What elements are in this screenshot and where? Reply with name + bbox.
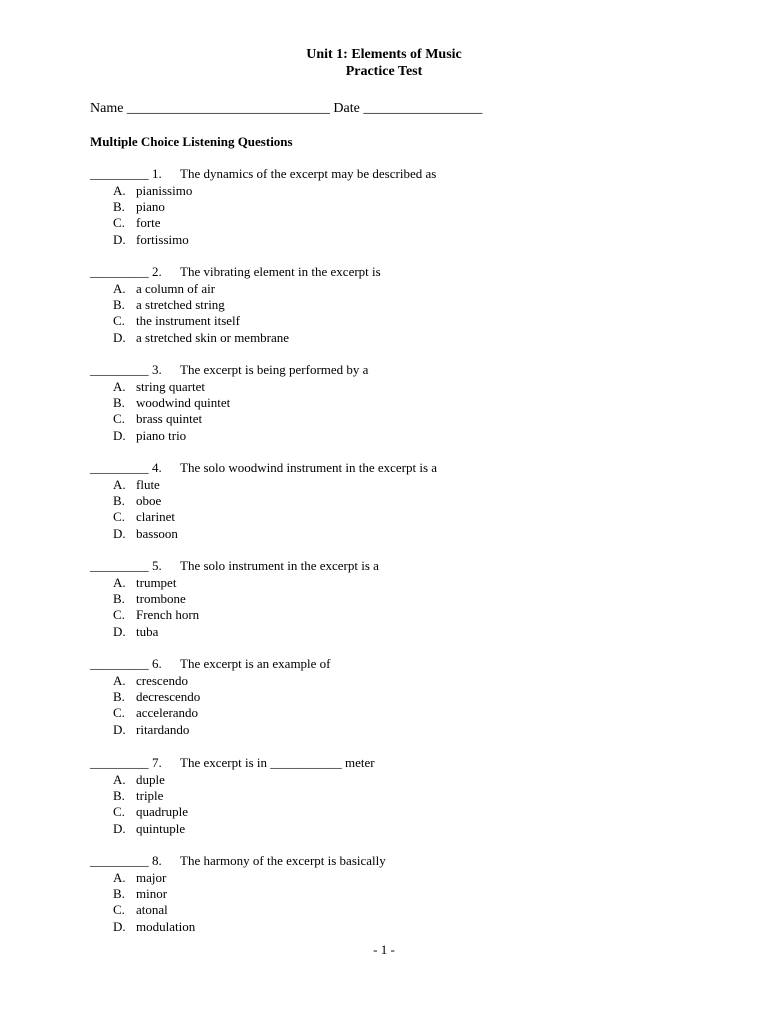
answer-blank: _________ xyxy=(90,755,149,770)
option-text: a stretched string xyxy=(136,296,225,312)
option-text: woodwind quintet xyxy=(136,394,231,410)
answer-option xyxy=(90,575,710,591)
answer-option xyxy=(90,526,710,542)
answer-option xyxy=(90,477,710,493)
option-text: forte xyxy=(136,215,161,231)
option-text: minor xyxy=(136,885,168,901)
answer-option xyxy=(90,607,710,623)
answer-option xyxy=(90,493,710,509)
question-number: 3. xyxy=(152,362,162,377)
answer-option xyxy=(90,199,710,215)
question-line xyxy=(90,558,710,575)
option-text: ritardando xyxy=(136,721,190,737)
question-text: The excerpt is in ___________ meter xyxy=(180,755,375,770)
answer-blank: _________ xyxy=(90,558,149,573)
option-letter: A. xyxy=(113,182,126,198)
option-text: accelerando xyxy=(136,705,199,721)
option-letter: C. xyxy=(113,607,125,623)
question-line xyxy=(90,460,710,477)
answer-option xyxy=(90,509,710,525)
answer-option xyxy=(90,232,710,248)
answer-option xyxy=(90,411,710,427)
option-text: a stretched skin or membrane xyxy=(136,329,290,345)
option-text: the instrument itself xyxy=(136,313,240,329)
option-letter: B. xyxy=(113,492,125,508)
option-letter: C. xyxy=(113,804,125,820)
option-text: piano xyxy=(136,198,165,214)
option-letter: D. xyxy=(113,623,126,639)
answer-option xyxy=(90,624,710,640)
option-text: bassoon xyxy=(136,525,178,541)
option-text: trombone xyxy=(136,590,186,606)
answer-option xyxy=(90,870,710,886)
option-letter: B. xyxy=(113,590,125,606)
option-letter: A. xyxy=(113,672,126,688)
question-text: The harmony of the excerpt is basically xyxy=(180,853,386,868)
question-text: The excerpt is an example of xyxy=(180,656,331,671)
answer-option xyxy=(90,705,710,721)
question-text: The solo instrument in the excerpt is a xyxy=(180,558,379,573)
question-3 xyxy=(90,362,710,444)
question-line xyxy=(90,362,710,379)
option-text: a column of air xyxy=(136,280,216,296)
option-letter: C. xyxy=(113,902,125,918)
option-letter: B. xyxy=(113,296,125,312)
option-letter: C. xyxy=(113,215,125,231)
question-number: 2. xyxy=(152,264,162,279)
question-7 xyxy=(90,755,710,837)
question-line xyxy=(90,755,710,772)
question-2 xyxy=(90,264,710,346)
question-number: 1. xyxy=(152,166,162,181)
option-text: tuba xyxy=(136,623,159,639)
option-text: decrescendo xyxy=(136,688,201,704)
question-number: 6. xyxy=(152,656,162,671)
answer-option xyxy=(90,673,710,689)
option-letter: D. xyxy=(113,918,126,934)
option-letter: D. xyxy=(113,329,126,345)
option-letter: D. xyxy=(113,427,126,443)
answer-option xyxy=(90,313,710,329)
question-line xyxy=(90,264,710,281)
option-text: quadruple xyxy=(136,804,188,820)
question-line xyxy=(90,166,710,183)
option-text: atonal xyxy=(136,902,168,918)
answer-blank: _________ xyxy=(90,362,149,377)
question-text: The vibrating element in the excerpt is xyxy=(180,264,381,279)
answer-option xyxy=(90,722,710,738)
question-number: 4. xyxy=(152,460,162,475)
option-text: modulation xyxy=(136,918,196,934)
answer-blank: _________ xyxy=(90,264,149,279)
option-letter: D. xyxy=(113,820,126,836)
answer-blank: _________ xyxy=(90,166,149,181)
answer-option xyxy=(90,788,710,804)
answer-option xyxy=(90,772,710,788)
option-text: trumpet xyxy=(136,574,177,590)
option-letter: B. xyxy=(113,394,125,410)
page-number: - 1 - xyxy=(373,942,395,957)
option-text: clarinet xyxy=(136,509,175,525)
answer-option xyxy=(90,886,710,902)
question-8 xyxy=(90,853,710,935)
question-text: The excerpt is being performed by a xyxy=(180,362,369,377)
option-letter: B. xyxy=(113,688,125,704)
option-text: French horn xyxy=(136,607,200,623)
question-number: 8. xyxy=(152,853,162,868)
answer-option xyxy=(90,215,710,231)
question-5 xyxy=(90,558,710,640)
question-number: 7. xyxy=(152,755,162,770)
option-text: oboe xyxy=(136,492,162,508)
answer-option xyxy=(90,281,710,297)
option-letter: C. xyxy=(113,705,125,721)
option-letter: D. xyxy=(113,231,126,247)
answer-blank: _________ xyxy=(90,460,149,475)
option-letter: C. xyxy=(113,411,125,427)
question-text: The dynamics of the excerpt may be described as xyxy=(180,166,437,181)
option-letter: D. xyxy=(113,525,126,541)
option-text: fortissimo xyxy=(136,231,189,247)
option-text: duple xyxy=(136,771,165,787)
document-title: Unit 1: Elements of Music xyxy=(306,47,462,62)
option-letter: A. xyxy=(113,869,126,885)
option-letter: B. xyxy=(113,198,125,214)
question-6 xyxy=(90,656,710,738)
answer-option xyxy=(90,919,710,935)
option-letter: A. xyxy=(113,476,126,492)
option-text: brass quintet xyxy=(136,411,203,427)
option-text: major xyxy=(136,869,167,885)
answer-option xyxy=(90,428,710,444)
answer-option xyxy=(90,297,710,313)
name-date-line: Name _____________________________ Date _________________ xyxy=(90,101,483,116)
option-text: crescendo xyxy=(136,672,188,688)
answer-option xyxy=(90,591,710,607)
question-line xyxy=(90,853,710,870)
question-4 xyxy=(90,460,710,542)
option-letter: A. xyxy=(113,574,126,590)
option-letter: A. xyxy=(113,771,126,787)
option-text: string quartet xyxy=(136,378,205,394)
option-letter: A. xyxy=(113,280,126,296)
question-line xyxy=(90,656,710,673)
option-letter: D. xyxy=(113,721,126,737)
option-text: quintuple xyxy=(136,820,186,836)
option-text: pianissimo xyxy=(136,182,193,198)
answer-option xyxy=(90,804,710,820)
answer-blank: _________ xyxy=(90,853,149,868)
answer-option xyxy=(90,395,710,411)
document-subtitle: Practice Test xyxy=(345,64,423,79)
option-letter: B. xyxy=(113,885,125,901)
answer-option xyxy=(90,902,710,918)
answer-option xyxy=(90,330,710,346)
question-text: The solo woodwind instrument in the excerpt is a xyxy=(180,460,438,475)
option-text: triple xyxy=(136,787,164,803)
option-text: flute xyxy=(136,476,160,492)
answer-option xyxy=(90,379,710,395)
question-number: 5. xyxy=(152,558,162,573)
section-title: Multiple Choice Listening Questions xyxy=(90,134,293,149)
answer-option xyxy=(90,183,710,199)
answer-option xyxy=(90,821,710,837)
option-letter: C. xyxy=(113,509,125,525)
option-letter: C. xyxy=(113,313,125,329)
option-letter: B. xyxy=(113,787,125,803)
answer-option xyxy=(90,689,710,705)
answer-blank: _________ xyxy=(90,656,149,671)
question-1 xyxy=(90,166,710,248)
option-letter: A. xyxy=(113,378,126,394)
option-text: piano trio xyxy=(136,427,187,443)
